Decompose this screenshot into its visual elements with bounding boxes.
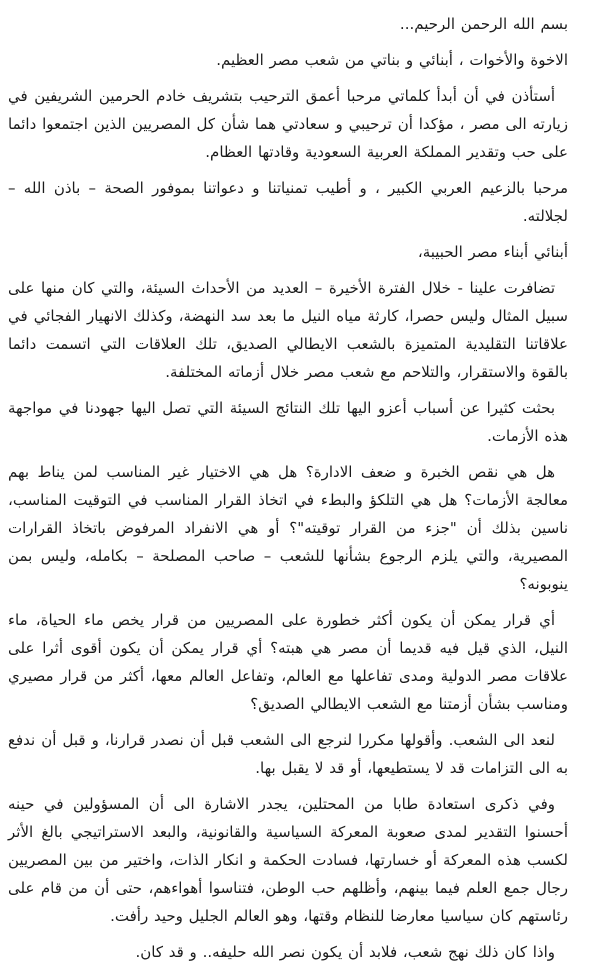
events-paragraph: تضافرت علينا - خلال الفترة الأخيرة – العديد من الأحداث السيئة، والتي كان منها على سبيل المثال وليس حصرا، كارثة مياه النيل ما بعد سد النهضة، وكذلك الانهيار الفجائي في علاقاتنا التقليدية المتميزة بالشعب الايطالي الصديق، تلك العلاقات التي اتسمت دائما بالقوة والاستقرار، والتلاحم مع شعب مصر خلال أزماته المختلفة.	[8, 279, 568, 381]
taba-paragraph: وفي ذكرى استعادة طابا من المحتلين، يجدر الاشارة الى أن المسؤولين في حينه أحسنوا التقدير لمدى صعوبة المعركة السياسية والقانونية، والبعد الاستراتيجي بالغ الأثر لكسب هذه المعركة أو خسارتها، فسادت الحكمة و انكار الذات، واختير من بين المصريين رجال جمع العلم فيما بينهم، وأظلهم حب الوطن، فتناسوا أهواءهم، حتى أن من قام على رئاستهم كان سياسيا معارضا للنظام وقتها، وهو العالم الجليل وحيد رأفت.	[8, 795, 568, 925]
salutation-line: الاخوة والأخوات ، أبنائي و بناتي من شعب مصر العظيم.	[216, 51, 568, 69]
welcome-paragraph: أستأذن في أن أبدأ كلماتي مرحبا أعمق الترحيب بتشريف خادم الحرمين الشريفين في زيارته الى مصر ، مؤكدا أن ترحيبي و سعادتي هما شأن كل المصريين الذين اجتمعوا دائما على حب وتقدير المملكة العربية السعودية وقادتها العظام.	[8, 87, 568, 161]
address-line: أبنائي أبناء مصر الحبيبة،	[417, 243, 568, 261]
leader-greeting-line: مرحبا بالزعيم العربي الكبير ، و أطيب تمنياتنا و دعواتنا بموفور الصحة – باذن الله – لجلالته.	[8, 179, 568, 225]
decision-paragraph: أي قرار يمكن أن يكون أكثر خطورة على المصريين من قرار يخص ماء الحياة، ماء النيل، الذي قيل فيه قديما أن مصر هي هبته؟ أي قرار يمكن أن يكون أقوى أثرا على علاقات مصر الدولية ومدى تفاعلها مع العالم، وتفاعل العالم معها، أكثر من قرار مصيري ومناسب بشأن أزمتنا مع الشعب الايطالي الصديق؟	[8, 611, 568, 713]
causes-line: بحثت كثيرا عن أسباب أعزو اليها تلك النتائج السيئة التي تصل اليها جهودنا في مواجهة هذه الأزمات.	[8, 399, 568, 445]
questions-paragraph: هل هي نقص الخبرة و ضعف الادارة؟ هل هي الاختيار غير المناسب لمن يناط بهم معالجة الأزمات؟ هل هي التلكؤ والبطء في اتخاذ القرار المناسب في التوقيت المناسب، ناسين بذلك أن "جزء من القرار توقيته"؟ أو هي الانفراد المرفوض باتخاذ القرارات المصيرية، والتي يلزم الرجوع بشأنها للشعب – صاحب المصلحة – بكامله، وليس بمن ينوبونه؟	[8, 463, 568, 593]
basmala-line: بسم الله الرحمن الرحيم...	[399, 15, 568, 33]
closing-line: واذا كان ذلك نهج شعب، فلابد أن يكون نصر الله حليفه.. و قد كان.	[135, 943, 555, 961]
return-to-people-paragraph: لنعد الى الشعب. وأقولها مكررا لنرجع الى الشعب قبل أن نصدر قرارنا، و قبل أن ندفع به الى التزامات قد لا يستطيعها، أو قد لا يقبل بها.	[8, 731, 568, 777]
